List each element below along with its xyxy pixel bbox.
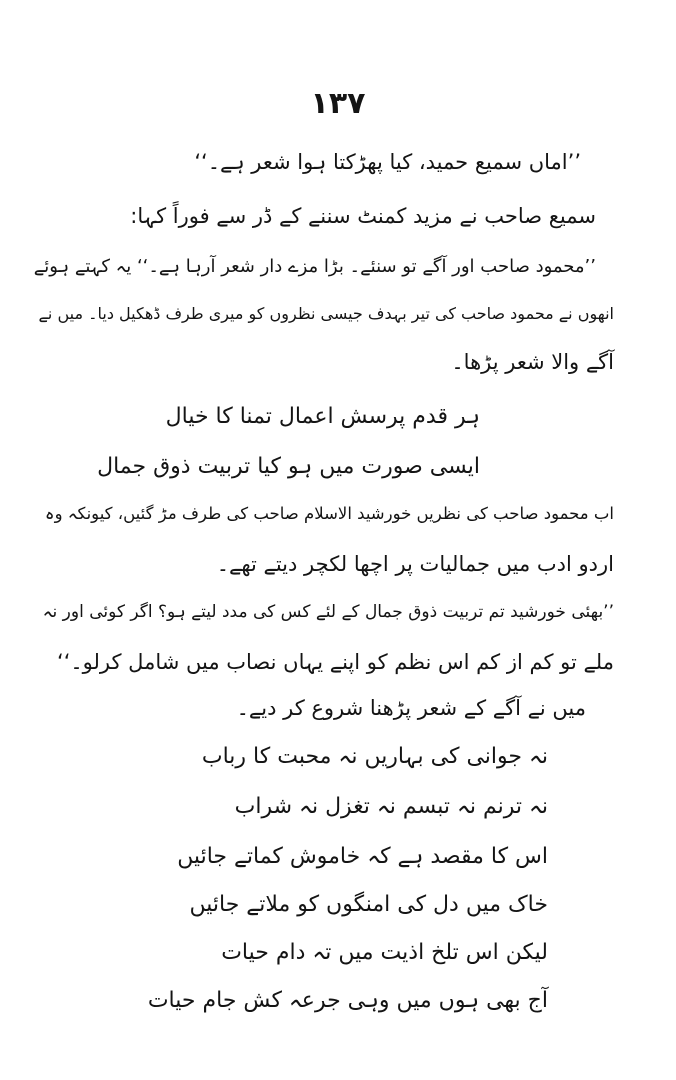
- verse-line: خاک میں دل کی امنگوں کو ملاتے جائیں: [189, 892, 548, 917]
- narration-line: اردو ادب میں جمالیات پر اچھا لکچر دیتے تھے۔: [216, 552, 614, 576]
- verse-line: نہ جوانی کی بہاریں نہ محبت کا رباب: [201, 744, 548, 769]
- narration-line: آگے والا شعر پڑھا۔: [451, 350, 614, 374]
- dialogue-line: ’’اماں سمیع حمید، کیا پھڑکتا ہوا شعر ہے۔‘‘: [194, 150, 581, 174]
- dialogue-line: ملے تو کم از کم اس نظم کو اپنے یہاں نصاب میں شامل کرلو۔‘‘: [57, 650, 614, 674]
- narration-line: میں نے آگے کے شعر پڑھنا شروع کر دیے۔: [236, 696, 586, 720]
- page-number: ۱۳۷: [310, 86, 366, 121]
- verse-line: لیکن اس تلخ اذیت میں تہ دام حیات: [221, 940, 548, 965]
- dialogue-line: ’’بھئی خورشید تم تربیت ذوق جمال کے لئے کس کی مدد لیتے ہو؟ اگر کوئی اور نہ: [42, 602, 614, 622]
- narration-line: اب محمود صاحب کی نظریں خورشید الاسلام صاحب کی طرف مڑ گئیں، کیونکہ وہ: [44, 504, 614, 523]
- narration-line: انھوں نے محمود صاحب کی تیر بہدف جیسی نظروں کو میری طرف ڈھکیل دیا۔ میں نے: [38, 304, 614, 323]
- verse-line: آج بھی ہوں میں وہی جرعہ کش جام حیات: [147, 988, 548, 1013]
- dialogue-line: ’’محمود صاحب اور آگے تو سنئے۔ بڑا مزے دار شعر آرہا ہے۔‘‘ یہ کہتے ہوئے: [33, 256, 596, 277]
- verse-line: ایسی صورت میں ہو کیا تربیت ذوق جمال: [97, 454, 480, 479]
- verse-line: نہ ترنم نہ تبسم نہ تغزل نہ شراب: [234, 794, 548, 819]
- narration-line: سمیع صاحب نے مزید کمنٹ سننے کے ڈر سے فوراً کہا:: [130, 204, 596, 228]
- verse-line: ہر قدم پرسش اعمال تمنا کا خیال: [165, 404, 480, 429]
- verse-line: اس کا مقصد ہے کہ خاموش کماتے جائیں: [177, 844, 548, 869]
